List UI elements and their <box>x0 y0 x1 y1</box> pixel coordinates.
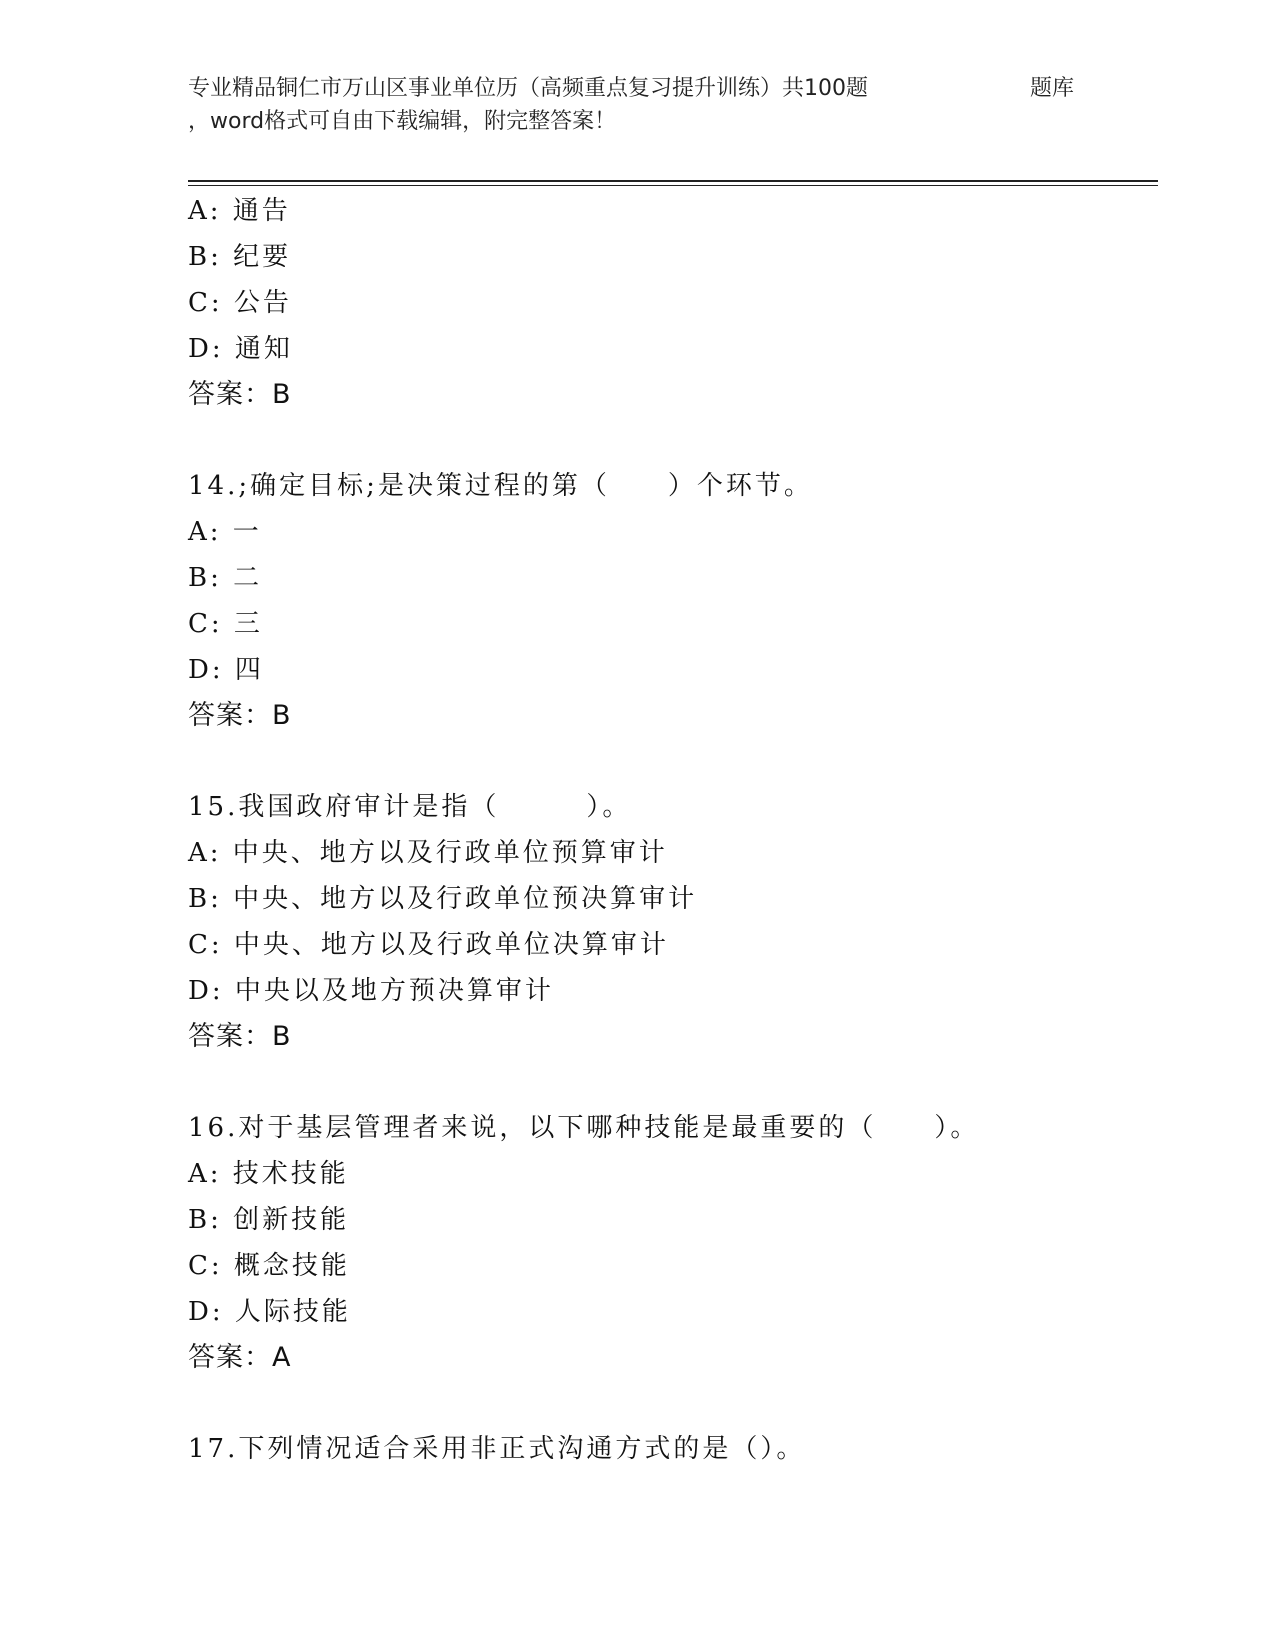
option-b: B: 中央、地方以及行政单位预决算审计 <box>188 884 698 914</box>
header-title-line2: ，word格式可自由下载编辑，附完整答案！ <box>188 109 617 134</box>
spacer <box>188 1381 1168 1426</box>
header-divider-thin <box>188 185 1158 186</box>
option-c: C: 概念技能 <box>188 1251 350 1281</box>
spacer <box>188 418 1168 463</box>
header-tag: 题库 <box>1030 76 1075 101</box>
option-d: D: 通知 <box>188 334 293 364</box>
question-stem: 16.对于基层管理者来说，以下哪种技能是最重要的（ ）。 <box>188 1113 980 1143</box>
question-17 <box>188 1426 1168 1472</box>
question-stem: 15.我国政府审计是指（ ）。 <box>188 792 632 822</box>
answer: 答案：B <box>188 379 292 410</box>
option-b: B: 纪要 <box>188 242 292 272</box>
question-stem: 17.下列情况适合采用非正式沟通方式的是（）。 <box>188 1434 806 1464</box>
header-divider-thick <box>188 180 1158 182</box>
header-title-line1: 专业精品铜仁市万山区事业单位历（高频重点复习提升训练）共100题 <box>188 76 868 101</box>
spacer <box>188 739 1168 784</box>
document-header <box>188 72 1148 138</box>
answer: 答案：A <box>188 1342 292 1373</box>
option-c: C: 三 <box>188 609 263 639</box>
option-b: B: 创新技能 <box>188 1205 350 1235</box>
question-15 <box>188 784 1168 1060</box>
question-16 <box>188 1105 1168 1381</box>
question-14 <box>188 463 1168 739</box>
option-d: D: 中央以及地方预决算审计 <box>188 976 554 1006</box>
option-b: B: 二 <box>188 563 263 593</box>
spacer <box>188 1060 1168 1105</box>
option-a: A: 一 <box>188 517 262 547</box>
option-a: A: 技术技能 <box>188 1159 349 1189</box>
question-stem: 14.;确定目标;是决策过程的第（ ）个环节。 <box>188 471 813 501</box>
option-d: D: 四 <box>188 655 264 685</box>
question-13 <box>188 188 1168 418</box>
option-a: A: 通告 <box>188 196 291 226</box>
answer: 答案：B <box>188 700 292 731</box>
option-d: D: 人际技能 <box>188 1297 351 1327</box>
option-c: C: 中央、地方以及行政单位决算审计 <box>188 930 669 960</box>
answer: 答案：B <box>188 1021 292 1052</box>
question-list <box>188 188 1168 1472</box>
option-a: A: 中央、地方以及行政单位预算审计 <box>188 838 668 868</box>
option-c: C: 公告 <box>188 288 292 318</box>
